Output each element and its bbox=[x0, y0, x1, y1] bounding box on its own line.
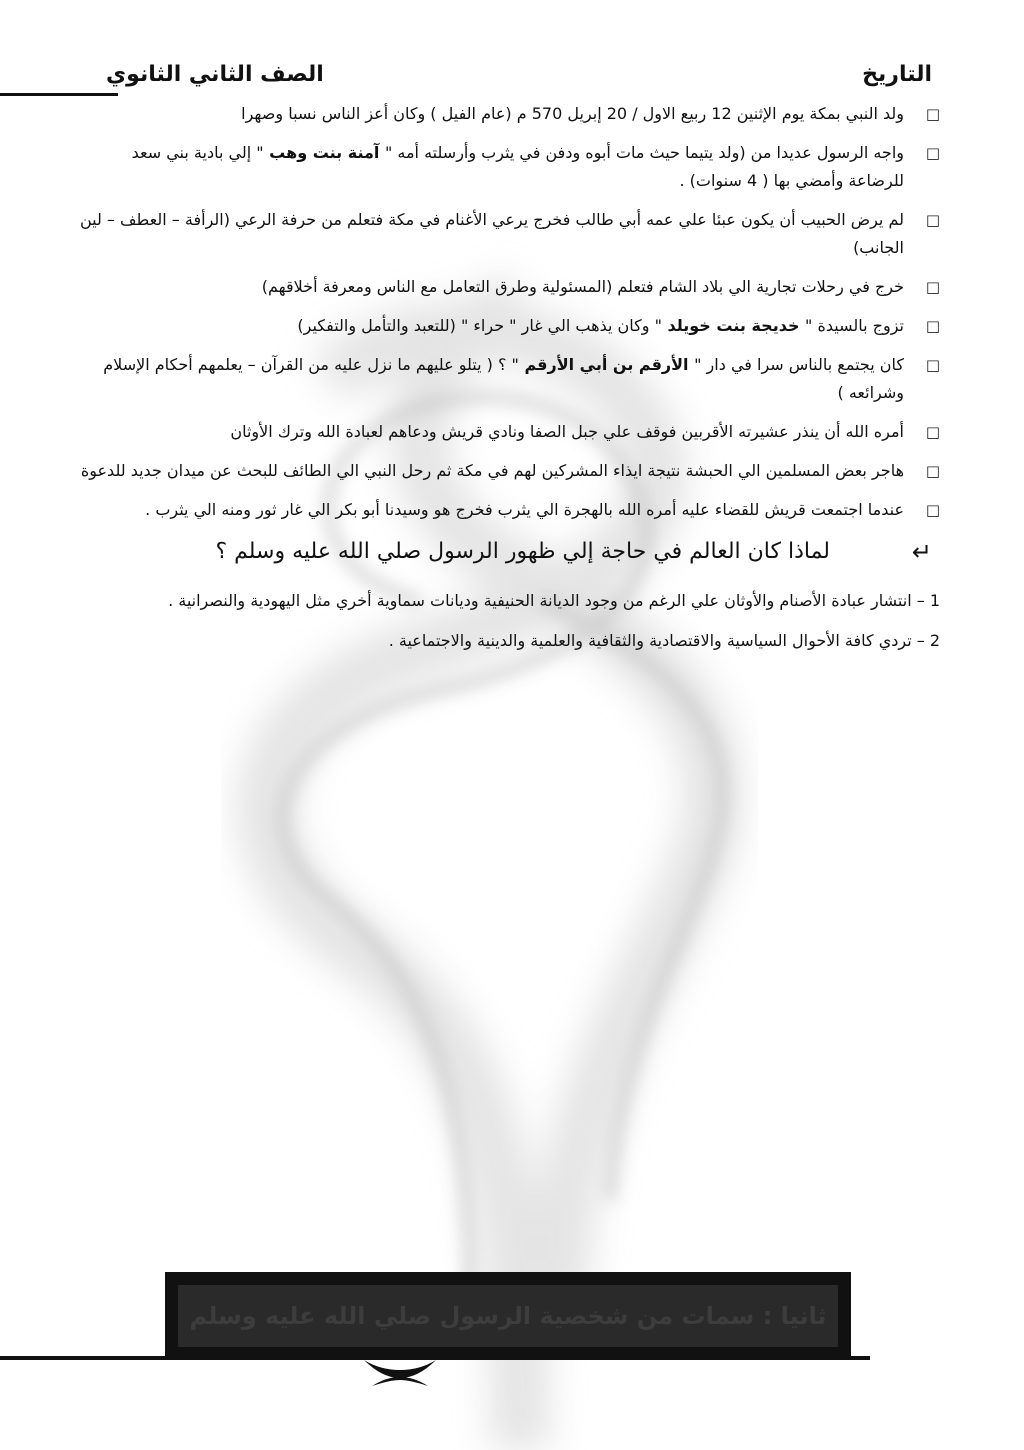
square-bullet-icon: □ bbox=[925, 211, 940, 229]
page-header bbox=[0, 62, 1024, 98]
list-item-bold: الأرقم بن أبي الأرقم bbox=[518, 355, 695, 374]
section-heading-text: ثانيا : سمات من شخصية الرسول صلي الله عليه وسلم bbox=[189, 1302, 827, 1330]
square-bullet-icon: □ bbox=[925, 144, 940, 162]
list-item bbox=[74, 351, 940, 407]
answer-item: 2 – تردي كافة الأحوال السياسية والاقتصادية والثقافية والعلمية والدينية والاجتماعية . bbox=[388, 631, 940, 650]
return-arrow-icon: ↵ bbox=[911, 538, 932, 566]
square-bullet-icon: □ bbox=[925, 423, 940, 441]
page-ornament-icon bbox=[360, 1356, 440, 1390]
list-item-text-pre: واجه الرسول عديدا من (ولد يتيما حيث مات أبوه ودفن في يثرب وأرسلته أمه " bbox=[384, 143, 904, 162]
list-item-text-post: " وكان يذهب الي غار " حراء " (للتعبد والتأمل والتفكير) bbox=[297, 316, 662, 335]
list-item bbox=[74, 312, 940, 340]
page-title: الصف الثاني الثانوي bbox=[106, 62, 324, 87]
date-label: التاريخ bbox=[862, 62, 932, 87]
list-item-text: أمره الله أن ينذر عشيرته الأقربين فوقف علي جبل الصفا ونادي قريش ودعاهم لعبادة الله وترك الأوثان bbox=[230, 422, 904, 441]
question-text: لماذا كان العالم في حاجة إلي ظهور الرسول صلي الله عليه وسلم ؟ bbox=[215, 539, 830, 564]
list-item bbox=[74, 273, 940, 301]
list-item bbox=[74, 496, 940, 524]
list-item-text: ولد النبي بمكة يوم الإثنين 12 ربيع الاول / 20 إبريل 570 م (عام الفيل ) وكان أعز الناس نسبا وصهرا bbox=[241, 104, 904, 123]
list-item bbox=[74, 457, 940, 485]
list-item-text: عندما اجتمعت قريش للقضاء عليه أمره الله بالهجرة الي يثرب فخرج هو وسيدنا أبو بكر الي غار ثور ومنه الي يثرب . bbox=[145, 500, 904, 519]
list-item bbox=[74, 139, 940, 195]
list-item bbox=[74, 418, 940, 446]
content-body bbox=[74, 100, 940, 667]
square-bullet-icon: □ bbox=[925, 356, 940, 374]
list-item-text: هاجر بعض المسلمين الي الحبشة نتيجة ايذاء المشركين لهم في مكة ثم رحل النبي الي الطائف للبحث عن ميدان جديد للدعوة bbox=[80, 461, 904, 480]
square-bullet-icon: □ bbox=[925, 105, 940, 123]
list-item bbox=[74, 100, 940, 128]
square-bullet-icon: □ bbox=[925, 462, 940, 480]
list-item-text-pre: كان يجتمع بالناس سرا في دار " bbox=[694, 355, 904, 374]
square-bullet-icon: □ bbox=[925, 278, 940, 296]
section-question bbox=[74, 535, 940, 569]
list-item-text: لم يرض الحبيب أن يكون عبئا علي عمه أبي طالب فخرج يرعي الأغنام في مكة فتعلم من حرفة الرعي (الرأفة – العطف – لين الجانب) bbox=[79, 210, 904, 257]
list-item-text-post: " إلي بادية بني سعد للرضاعة وأمضي بها ( 4 سنوات) . bbox=[131, 143, 904, 190]
section-heading-inner bbox=[178, 1285, 838, 1347]
square-bullet-icon: □ bbox=[925, 501, 940, 519]
list-item bbox=[74, 206, 940, 262]
list-item-bold: خديجة بنت خويلد bbox=[661, 316, 806, 335]
list-item-text: خرج في رحلات تجارية الي بلاد الشام فتعلم (المسئولية وطرق التعامل مع الناس ومعرفة أخلاقهم) bbox=[261, 277, 904, 296]
list-item-text-post: " ؟ ( يتلو عليهم ما نزل عليه من القرآن – يعلمهم أحكام الإسلام وشرائعه ) bbox=[103, 355, 904, 402]
square-bullet-icon: □ bbox=[925, 317, 940, 335]
answer-item: 1 – انتشار عبادة الأصنام والأوثان علي الرغم من وجود الديانة الحنيفية وديانات سماوية أخري مثل اليهودية والنصرانية . bbox=[168, 591, 940, 610]
list-item-text-pre: تزوج بالسيدة " bbox=[805, 316, 904, 335]
section-heading-box bbox=[165, 1272, 851, 1360]
list-item-bold: آمنة بنت وهب bbox=[263, 143, 385, 162]
header-rule bbox=[0, 93, 118, 96]
